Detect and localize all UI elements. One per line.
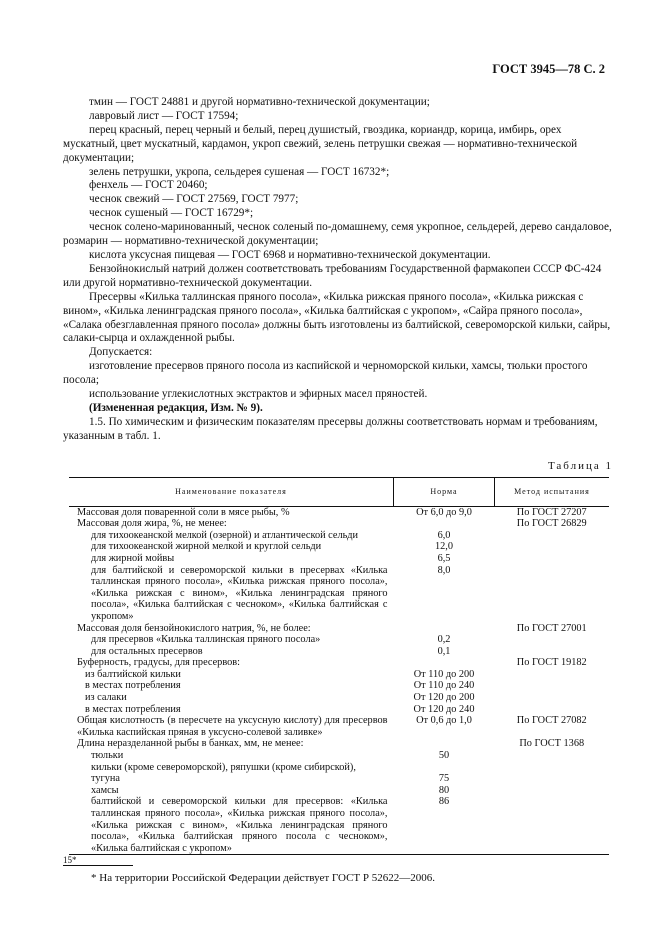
norm-value-cell: От 110 до 200: [413, 668, 475, 680]
table-row: [69, 634, 609, 646]
test-method-cell: [495, 762, 610, 774]
norm-value-cell: 0,1: [437, 645, 451, 657]
page-marker: 15*: [63, 855, 77, 865]
indicator-name-cell: Массовая доля поваренной соли в мясе рыбы, %: [77, 506, 290, 518]
indicator-name-cell: Массовая доля жира, %, не менее:: [77, 518, 227, 530]
table-row: [69, 657, 609, 669]
table-row: [69, 553, 609, 565]
table-row: [69, 518, 609, 530]
table-row: [69, 680, 609, 692]
table-row: [69, 796, 609, 854]
table-row: [69, 738, 609, 750]
table-row: [69, 530, 609, 542]
table-row: [69, 623, 609, 635]
column-header-name: Наименование показателя: [69, 477, 394, 506]
paragraph: Пресервы «Килька таллинская пряного посола», «Килька рижская пряного посола», «Килька рижская с вином», «Килька ленинградская пряного посола», «Килька балтийская с укропом», «Сайра пряного посола», «Салака обезглавленная пряного посола» должны быть изготовлены из балтийской, североморской кильки, сайры, салаки-сырца и охлажденной рыбы.: [63, 290, 611, 345]
table-row: [69, 762, 609, 774]
test-method-cell: [495, 541, 610, 553]
indicator-name-cell: для пресервов «Килька таллинская пряного посола»: [91, 634, 321, 646]
table-caption: Таблица 1: [547, 459, 613, 472]
test-method-cell: [495, 634, 610, 646]
paragraph: изготовление пресервов пряного посола из каспийской и черноморской кильки, хамсы, тюльки простого посола;: [63, 360, 588, 387]
norm-value-cell: 86: [438, 796, 450, 808]
indicator-name-cell: для балтийской и североморской кильки в пресервах «Килька таллинская пряного посола», «Килька рижская пряного посола», «Килька рижская с вином», «Килька ленинградская пряного посола», «Килька балтийская с чесноком», «Килька балтийская с укропом»: [91, 564, 388, 622]
norm-value-cell: От 0,6 до 1,0: [416, 715, 472, 727]
table-row: [69, 541, 609, 553]
paragraph: Бензойнокислый натрий должен соответствовать требованиям Государственной фармакопеи СССР ФС-424 или другой нормативно-технической документации.: [63, 262, 602, 289]
test-method-cell: [495, 530, 610, 542]
paragraph: лавровый лист — ГОСТ 17594;: [89, 109, 239, 122]
table-row: [69, 715, 609, 738]
indicator-name-cell: Общая кислотность (в пересчете на уксусную кислоту) для пресервов «Килька каспийская пряная в уксусно-солевой заливке»: [77, 715, 388, 738]
test-method-cell: По ГОСТ 19182: [516, 657, 587, 669]
test-method-cell: [495, 553, 610, 565]
norm-value-cell: 50: [438, 750, 450, 762]
table-bottom-rule: [69, 854, 609, 855]
paragraph: перец красный, перец черный и белый, перец душистый, гвоздика, кориандр, корица, имбирь, орех мускатный, цвет мускатный, кардамон, укроп свежий, зелень петрушки свежая — нормативно-технической документации;: [63, 123, 578, 164]
test-method-cell: По ГОСТ 27001: [516, 622, 587, 634]
paragraph: чеснок сушеный — ГОСТ 16729*;: [89, 207, 254, 220]
indicator-name-cell: Буферность, градусы, для пресервов:: [77, 657, 240, 669]
paragraph: чеснок солено-маринованный, чеснок соленый по-домашнему, семя укропное, сельдерей, дерево сандаловое, розмарин — нормативно-технической документации;: [63, 221, 612, 248]
norm-value-cell: 80: [438, 784, 450, 796]
norm-value-cell: От 6,0 до 9,0: [416, 506, 472, 518]
test-method-cell: По ГОСТ 1368: [519, 738, 585, 750]
indicator-name-cell: кильки (кроме североморской), ряпушки (кроме сибирской),: [91, 761, 356, 773]
column-header-method: Метод испытания: [495, 477, 610, 506]
indicator-name-cell: хамсы: [91, 784, 119, 796]
norm-value-cell: 6,5: [437, 552, 451, 564]
indicator-name-cell: из салаки: [85, 692, 127, 704]
norm-value-cell: 12,0: [434, 541, 454, 553]
paragraph-list: [63, 96, 613, 444]
norm-value-cell: 75: [438, 773, 450, 785]
table-row: [69, 669, 609, 681]
test-method-cell: [495, 565, 610, 623]
table-row: [69, 565, 609, 623]
document-body: [63, 96, 613, 886]
paragraph: 1.5. По химическим и физическим показателям пресервы должны соответствовать нормам и требованиям, указанным в табл. 1.: [63, 415, 598, 442]
table-row: [69, 704, 609, 716]
norm-value-cell: [394, 623, 495, 635]
norm-value-cell: От 120 до 240: [413, 703, 475, 715]
test-method-cell: [495, 692, 610, 704]
indicator-name-cell: в местах потребления: [85, 703, 181, 715]
indicator-name-cell: для тихоокеанской мелкой (озерной) и атлантической сельди: [91, 529, 359, 541]
test-method-cell: [495, 796, 610, 854]
paragraph: (Измененная редакция, Изм. № 9).: [89, 401, 263, 414]
paragraph: кислота уксусная пищевая — ГОСТ 6968 и нормативно-технической документации.: [89, 248, 491, 261]
norm-value-cell: [394, 657, 495, 669]
indicator-name-cell: для остальных пресервов: [91, 645, 203, 657]
table-row: [69, 750, 609, 762]
table-row: [69, 646, 609, 658]
indicator-name-cell: для жирной мойвы: [91, 552, 175, 564]
indicator-name-cell: в местах потребления: [85, 680, 181, 692]
table-row: [69, 692, 609, 704]
test-method-cell: По ГОСТ 27207: [516, 506, 587, 518]
footnote-rule: [63, 865, 133, 866]
test-method-cell: [495, 750, 610, 762]
indicator-name-cell: тюльки: [91, 750, 124, 762]
indicator-name-cell: тугуна: [91, 773, 120, 785]
test-method-cell: [495, 773, 610, 785]
norm-value-cell: 0,2: [437, 634, 451, 646]
table-row: [69, 773, 609, 785]
test-method-cell: По ГОСТ 27082: [516, 715, 587, 727]
norm-value-cell: 8,0: [437, 564, 451, 576]
norm-value-cell: [394, 518, 495, 530]
paragraph: Допускается:: [89, 346, 153, 359]
column-header-norm: Норма: [394, 477, 495, 506]
test-method-cell: По ГОСТ 26829: [516, 518, 587, 530]
paragraph: тмин — ГОСТ 24881 и другой нормативно-технической документации;: [89, 96, 430, 108]
table-row: [69, 506, 609, 518]
table-header-row: [69, 477, 609, 506]
test-method-cell: [495, 680, 610, 692]
indicator-name-cell: Массовая доля бензойнокислого натрия, %, не более:: [77, 622, 311, 634]
paragraph: использование углекислотных экстрактов и эфирных масел пряностей.: [89, 388, 428, 401]
norm-value-cell: 6,0: [437, 529, 451, 541]
table-body: [69, 506, 609, 854]
paragraph: зелень петрушки, укропа, сельдерея сушеная — ГОСТ 16732*;: [89, 165, 390, 178]
norm-value-cell: От 110 до 240: [413, 680, 475, 692]
norm-value-cell: От 120 до 200: [413, 692, 475, 704]
indicator-name-cell: для тихоокеанской жирной мелкой и круглой сельди: [91, 541, 322, 553]
indicators-table: [69, 477, 609, 855]
indicator-name-cell: балтийской и североморской кильки для пресервов: «Килька таллинская пряного посола», «Килька рижская пряного посола», «Килька рижская с вином», «Килька ленинградская пряного посола», «Килька балтийская пряного посола с чесноком», «Килька балтийская с укропом»: [91, 796, 388, 854]
test-method-cell: [495, 646, 610, 658]
footnote: * На территории Российской Федерации действует ГОСТ Р 52622—2006.: [91, 872, 436, 885]
indicator-name-cell: из балтийской кильки: [85, 668, 181, 680]
norm-value-cell: [394, 762, 495, 774]
paragraph: чеснок свежий — ГОСТ 27569, ГОСТ 7977;: [89, 193, 299, 206]
indicator-name-cell: Длина неразделанной рыбы в банках, мм, не менее:: [77, 738, 304, 750]
running-header: ГОСТ 3945—78 С. 2: [492, 62, 605, 76]
table-row: [69, 785, 609, 797]
test-method-cell: [495, 669, 610, 681]
test-method-cell: [495, 785, 610, 797]
test-method-cell: [495, 704, 610, 716]
norm-value-cell: [394, 738, 495, 750]
paragraph: фенхель — ГОСТ 20460;: [89, 179, 208, 192]
